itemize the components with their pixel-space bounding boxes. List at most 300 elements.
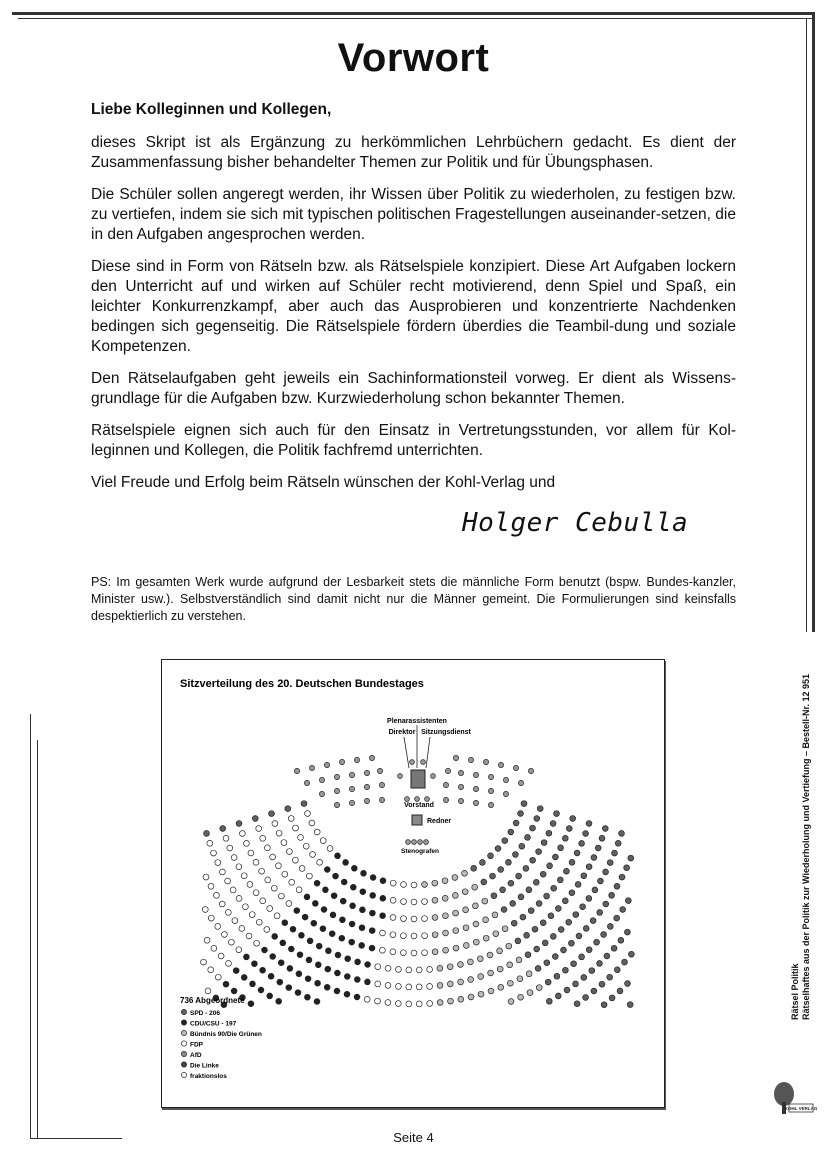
seat: [416, 984, 422, 990]
seat: [536, 849, 542, 855]
seat: [597, 961, 603, 967]
staff-seat: [498, 762, 503, 767]
seat: [526, 971, 532, 977]
seat: [349, 921, 355, 927]
seat: [311, 920, 317, 926]
seat: [260, 835, 266, 841]
seat: [443, 947, 449, 953]
seat: [390, 949, 396, 955]
seat: [525, 952, 531, 958]
seat: [287, 966, 293, 972]
seat: [349, 939, 355, 945]
staff-seat: [458, 784, 463, 789]
seat: [219, 901, 225, 907]
seat: [532, 926, 538, 932]
seat: [562, 898, 568, 904]
seat: [244, 954, 250, 960]
staff-seat: [443, 782, 448, 787]
seat: [490, 873, 496, 879]
staff-seat: [339, 759, 344, 764]
seat: [262, 947, 268, 953]
seat: [396, 984, 402, 990]
seat: [249, 912, 255, 918]
label-redner: Redner: [427, 818, 452, 825]
seat: [591, 988, 597, 994]
seat: [334, 988, 340, 994]
legend-label: AfD: [190, 1052, 202, 1059]
staff-seat: [364, 798, 369, 803]
seat: [278, 960, 284, 966]
seat: [350, 903, 356, 909]
seat: [331, 893, 337, 899]
seat: [453, 928, 459, 934]
seat: [288, 946, 294, 952]
seat: [557, 877, 563, 883]
seat: [473, 903, 479, 909]
seat: [244, 841, 250, 847]
seat: [233, 968, 239, 974]
seat: [276, 998, 282, 1004]
seat: [598, 878, 604, 884]
seat: [530, 857, 536, 863]
seat: [250, 981, 256, 987]
seat: [267, 906, 273, 912]
seat: [396, 967, 402, 973]
seat: [500, 887, 506, 893]
side-caption-line2: Rätselhaftes aus der Politik zur Wiederholung und Vertiefung – Bestell-Nr. 12 951: [801, 673, 811, 1020]
seat: [215, 924, 221, 930]
seat: [564, 987, 570, 993]
legend-label: fraktionslos: [190, 1073, 227, 1080]
seat: [609, 995, 615, 1001]
seat: [305, 976, 311, 982]
seat: [343, 860, 349, 866]
seat: [360, 907, 366, 913]
seat: [437, 1000, 443, 1006]
seat: [586, 821, 592, 827]
seat: [281, 840, 287, 846]
seat: [520, 914, 526, 920]
seat: [468, 994, 474, 1000]
seat: [506, 943, 512, 949]
seat: [359, 925, 365, 931]
seat: [267, 993, 273, 999]
logo-text: KOHL VERLAG: [784, 1106, 818, 1111]
seat: [354, 977, 360, 983]
seat: [493, 931, 499, 937]
seat: [312, 901, 318, 907]
seat: [625, 981, 631, 987]
seat: [513, 820, 519, 826]
seat: [269, 811, 275, 817]
staff-seat: [379, 782, 384, 787]
seat: [627, 1002, 633, 1008]
page-frame-left-inner: [37, 740, 38, 1138]
seat: [411, 882, 417, 888]
seat: [350, 884, 356, 890]
seat: [225, 910, 231, 916]
seat: [241, 873, 247, 879]
seat: [541, 840, 547, 846]
seat: [432, 949, 438, 955]
seat: [406, 1001, 412, 1007]
paragraph: Die Schüler sollen angeregt werden, ihr Wissen über Politik zu wiederholen, zu festigen bzw. zu vertiefen, indem sie sich mit typischen politischen Fragestellungen auseinander-setzen, die in den Aufgaben angesprochen werden.: [91, 186, 736, 243]
seat: [477, 956, 483, 962]
staff-seat: [483, 759, 488, 764]
legend-label: SPD - 206: [190, 1010, 220, 1017]
pointer-line: [404, 737, 409, 768]
seat: [478, 974, 484, 980]
page-frame-top: [12, 12, 815, 15]
seat: [345, 956, 351, 962]
president-desk: [411, 770, 425, 788]
seat: [437, 983, 443, 989]
seat: [628, 855, 634, 861]
seat: [375, 998, 381, 1004]
staff-seat: [473, 772, 478, 777]
seat: [497, 948, 503, 954]
seat: [299, 866, 305, 872]
staff-seat: [319, 791, 324, 796]
seat: [498, 984, 504, 990]
seat: [517, 976, 523, 982]
seat: [264, 927, 270, 933]
seat: [258, 987, 264, 993]
staff-seat: [513, 765, 518, 770]
seat: [480, 860, 486, 866]
seat: [625, 898, 631, 904]
seat: [335, 952, 341, 958]
seat: [236, 821, 242, 827]
seat: [453, 945, 459, 951]
seat: [619, 831, 625, 837]
seat: [314, 999, 320, 1005]
seat: [326, 948, 332, 954]
seat: [432, 897, 438, 903]
legend-swatch: [181, 1062, 186, 1067]
seat: [458, 962, 464, 968]
seat: [483, 917, 489, 923]
seat: [218, 953, 224, 959]
seat: [427, 984, 433, 990]
seat: [536, 901, 542, 907]
seat: [305, 811, 311, 817]
seat: [453, 910, 459, 916]
seat: [502, 926, 508, 932]
side-caption-line1: Rätsel Politik: [790, 963, 800, 1020]
label-plenarassistenten: Plenarassistenten: [387, 718, 447, 725]
seat: [611, 945, 617, 951]
seat: [574, 1001, 580, 1007]
seat: [586, 864, 592, 870]
seat: [279, 893, 285, 899]
seat: [208, 915, 214, 921]
seat: [369, 945, 375, 951]
seat: [260, 967, 266, 973]
seat: [555, 993, 561, 999]
seat: [603, 869, 609, 875]
seat: [579, 954, 585, 960]
seat: [495, 846, 501, 852]
seat: [597, 910, 603, 916]
seat: [256, 919, 262, 925]
seat: [280, 940, 286, 946]
staff-seat: [309, 765, 314, 770]
seat: [323, 887, 329, 893]
pointer-line: [426, 737, 430, 768]
seat: [416, 1001, 422, 1007]
seat: [310, 852, 316, 858]
seat: [290, 926, 296, 932]
seat: [325, 966, 331, 972]
seat: [546, 998, 552, 1004]
seat: [307, 938, 313, 944]
seat: [259, 868, 265, 874]
staff-seat: [473, 800, 478, 805]
seat: [537, 806, 543, 812]
seat: [510, 901, 516, 907]
legend-label: FDP: [190, 1041, 203, 1049]
paragraph: Den Rätselaufgaben geht jeweils ein Sachinformationsteil vorweg. Er dient als Wissens-grundlage für die Aufgaben bzw. Kurzwiederholung schon bekannter Themen.: [91, 370, 736, 407]
seat: [432, 915, 438, 921]
staff-seat: [349, 800, 354, 805]
seat: [385, 1000, 391, 1006]
seat: [544, 960, 550, 966]
seat: [411, 933, 417, 939]
seat: [481, 879, 487, 885]
seat: [581, 975, 587, 981]
staff-seat: [424, 840, 429, 845]
seat: [508, 999, 514, 1005]
seat: [327, 846, 333, 852]
seat: [583, 926, 589, 932]
seat: [553, 854, 559, 860]
seat: [589, 968, 595, 974]
seat: [254, 940, 260, 946]
seat: [524, 932, 530, 938]
seat: [468, 959, 474, 965]
seat: [422, 882, 428, 888]
seat: [513, 852, 519, 858]
seat: [516, 873, 522, 879]
seat: [252, 961, 258, 967]
seat: [295, 990, 301, 996]
seat: [380, 947, 386, 953]
staff-seat: [364, 784, 369, 789]
legend-label: Bündnis 90/Die Grünen: [190, 1031, 262, 1038]
seat: [226, 961, 232, 967]
seat: [335, 853, 341, 859]
seat: [443, 930, 449, 936]
seat: [395, 1001, 401, 1007]
label-stenografen: Stenografen: [401, 848, 439, 855]
seat: [232, 918, 238, 924]
seat: [508, 829, 514, 835]
seat: [340, 898, 346, 904]
seat: [317, 859, 323, 865]
seat: [564, 868, 570, 874]
seat: [614, 883, 620, 889]
seat: [422, 899, 428, 905]
seat: [401, 882, 407, 888]
seat: [324, 984, 330, 990]
seat: [571, 961, 577, 967]
seat: [364, 996, 370, 1002]
seat: [561, 947, 567, 953]
seat: [518, 811, 524, 817]
seat: [315, 962, 321, 968]
seat: [569, 940, 575, 946]
seat: [314, 880, 320, 886]
seat: [427, 1001, 433, 1007]
seat: [277, 979, 283, 985]
seat: [276, 830, 282, 836]
seat: [502, 838, 508, 844]
legend-label: Die Linke: [190, 1062, 219, 1070]
seat: [554, 973, 560, 979]
staff-seat: [304, 780, 309, 785]
seat: [333, 873, 339, 879]
seat: [579, 841, 585, 847]
seat: [458, 996, 464, 1002]
page-frame-top-inner: [18, 18, 815, 19]
seat: [240, 831, 246, 837]
seat: [468, 977, 474, 983]
seat: [215, 974, 221, 980]
seat: [370, 893, 376, 899]
seat: [575, 882, 581, 888]
seat: [411, 950, 417, 956]
staff-seat: [453, 755, 458, 760]
seat: [427, 967, 433, 973]
seat: [370, 875, 376, 881]
seat: [231, 988, 237, 994]
seat: [365, 979, 371, 985]
postscript: PS: Im gesamten Werk wurde aufgrund der Lesbarkeit stets die männliche Form benutzt (bspw. Bundes-kanzler, Minister usw.). Selbstverständlich sind damit nicht nur die Männer gemeint. Die Formulierungen sind keinsfalls despektierlich zu verstehen.: [91, 575, 736, 623]
seat: [463, 925, 469, 931]
seat: [207, 840, 213, 846]
seat: [297, 952, 303, 958]
seat: [619, 874, 625, 880]
seat: [285, 806, 291, 812]
seat: [595, 845, 601, 851]
staff-seat: [406, 840, 411, 845]
staff-seat: [488, 774, 493, 779]
seat: [501, 907, 507, 913]
staff-seat: [445, 768, 450, 773]
seat: [314, 829, 320, 835]
seat: [201, 959, 207, 965]
seat: [248, 850, 254, 856]
seat-group: [201, 801, 635, 1008]
seat: [271, 885, 277, 891]
seat: [614, 915, 620, 921]
seat: [583, 995, 589, 1001]
seat: [533, 879, 539, 885]
seat: [268, 973, 274, 979]
speaker-desk: [412, 815, 422, 825]
seat: [380, 913, 386, 919]
seat: [248, 1001, 254, 1007]
seat: [330, 912, 336, 918]
seat: [344, 974, 350, 980]
staff-seat: [412, 840, 417, 845]
seat: [590, 918, 596, 924]
seat: [401, 899, 407, 905]
staff-seat: [334, 802, 339, 807]
seat: [432, 880, 438, 886]
seat: [515, 938, 521, 944]
seat: [360, 889, 366, 895]
seat: [309, 820, 315, 826]
seat: [552, 954, 558, 960]
seat: [220, 826, 226, 832]
seat: [230, 887, 236, 893]
paragraph: Rätselspiele eignen sich auch für den Einsatz in Vertretungsstunden, vor allem für Kol-leginnen und Kollegen, die Politik fachfremd unterrichten.: [91, 422, 736, 459]
seat: [583, 831, 589, 837]
staff-seat: [468, 757, 473, 762]
seat: [296, 887, 302, 893]
seat: [351, 865, 357, 871]
seat: [302, 914, 308, 920]
seat: [288, 816, 294, 822]
seat: [458, 979, 464, 985]
legend-title: 736 Abgeordnete: [180, 996, 245, 1005]
seat: [375, 981, 381, 987]
seat: [448, 998, 454, 1004]
staff-seat: [324, 762, 329, 767]
seat: [272, 934, 278, 940]
paragraph: Viel Freude und Erfolg beim Rätseln wünschen der Kohl-Verlag und: [91, 474, 556, 491]
seat: [380, 895, 386, 901]
seat: [303, 843, 309, 849]
seat: [390, 880, 396, 886]
seat: [473, 939, 479, 945]
seat: [241, 975, 247, 981]
seat: [534, 816, 540, 822]
seat: [528, 908, 534, 914]
staff-seat: [425, 797, 430, 802]
label-direktor: Direktor: [388, 729, 416, 736]
legend-swatch: [181, 1051, 186, 1056]
seat: [442, 895, 448, 901]
seat: [511, 920, 517, 926]
seat: [478, 991, 484, 997]
seat: [236, 864, 242, 870]
seat: [442, 878, 448, 884]
seat: [239, 926, 245, 932]
seat: [586, 896, 592, 902]
seat: [223, 981, 229, 987]
seat: [205, 988, 211, 994]
seat: [562, 835, 568, 841]
seat: [488, 853, 494, 859]
seat: [618, 937, 624, 943]
seat: [566, 919, 572, 925]
seat: [243, 904, 249, 910]
seat: [607, 860, 613, 866]
seat: [586, 947, 592, 953]
seat: [401, 933, 407, 939]
seat: [320, 926, 326, 932]
seat: [320, 838, 326, 844]
seat: [629, 951, 635, 957]
seat: [293, 857, 299, 863]
staff-seat: [488, 788, 493, 793]
seat: [287, 849, 293, 855]
seat: [315, 980, 321, 986]
staff-seat: [431, 774, 436, 779]
